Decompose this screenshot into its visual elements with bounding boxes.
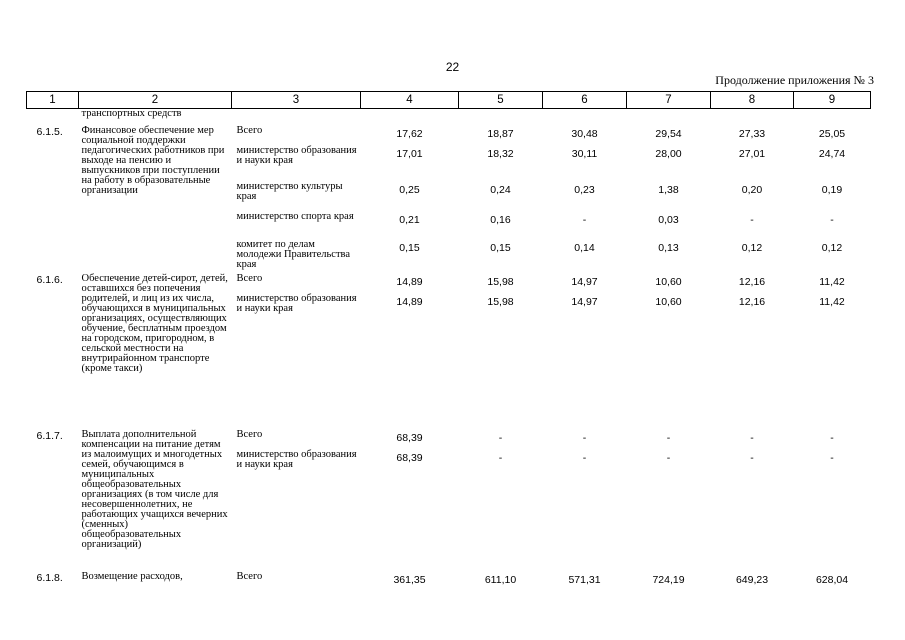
value-cell-col-4: 0,25	[399, 184, 420, 196]
value-cell-col-6: -	[582, 452, 587, 464]
value-cell-col-5: 611,10	[484, 574, 517, 586]
value-cell-col-4: 68,39	[396, 452, 423, 464]
empty-cell	[361, 109, 459, 124]
funding-source: министерство спорта края	[236, 211, 354, 222]
empty-cell	[459, 109, 543, 124]
value-cell-col-7: 28,00	[655, 148, 682, 160]
value-cell-col-5: 15,98	[487, 296, 514, 308]
value-cell-col-7: 0,13	[658, 242, 679, 254]
appendix-continuation-note: Продолжение приложения № 3	[715, 73, 874, 87]
value-cell-col-6: 0,14	[574, 242, 595, 254]
value-cell-col-6: 14,97	[571, 276, 598, 288]
funding-source: Всего	[236, 273, 263, 284]
header-col-1: 1	[27, 92, 79, 109]
value-cell-col-8: -	[750, 432, 754, 444]
value-cell-col-4: 361,35	[393, 574, 426, 586]
funding-source: Всего	[236, 125, 263, 136]
item-code: 6.1.8.	[36, 572, 63, 584]
header-col-5: 5	[459, 92, 543, 109]
value-cell-col-5: 18,32	[487, 148, 514, 160]
empty-cell	[232, 109, 361, 124]
value-cell-col-5: 0,15	[490, 242, 511, 254]
empty-cell	[627, 109, 711, 124]
value-cell-col-9: -	[830, 432, 834, 444]
value-cell-col-4: 68,39	[396, 432, 423, 444]
item-name: Обеспечение детей-сирот, детей, оставшихся без попечения родителей, и лиц из их числа, обучающихся в муниципальных организациях, осуществляющих обучение, бесплатным проездом на городском, пригородном, в сельской местности на внутрирайонном транспорте (кроме такси)	[81, 273, 228, 374]
item-name: Выплата дополнительной компенсации на питание детям из малоимущих и многодетных семей, обучающимся в муниципальных общеобразовательных организациях (в том числе для несовершеннолетних, не работающих учащихся вечерних (сменных) общеобразовательных организаций)	[81, 429, 228, 550]
value-cell-col-8: 27,01	[738, 148, 766, 160]
value-cell-col-5: 18,87	[487, 128, 514, 140]
page-number: 22	[445, 60, 460, 74]
value-cell-col-6: 571,31	[568, 574, 601, 586]
value-cell-col-4: 17,01	[396, 148, 423, 160]
value-cell-col-9: -	[830, 452, 834, 464]
header-col-4: 4	[361, 92, 459, 109]
value-cell-col-9: 11,42	[819, 296, 845, 308]
value-cell-col-5: -	[498, 452, 503, 464]
header-col-8: 8	[711, 92, 794, 109]
value-cell-col-4: 14,89	[396, 276, 423, 288]
value-cell-col-9: 25,05	[818, 128, 846, 140]
value-cell-col-9: 11,42	[819, 276, 845, 288]
item-code: 6.1.7.	[36, 430, 63, 442]
funding-source: министерство образования и науки края	[236, 449, 357, 470]
value-cell-col-7: 1,38	[658, 184, 679, 196]
value-cell-col-6: 14,97	[571, 296, 598, 308]
value-cell-col-7: 10,60	[655, 276, 682, 288]
value-cell-col-7: 10,60	[655, 296, 682, 308]
value-cell-col-7: 724,19	[652, 574, 685, 586]
funding-source: министерство культуры края	[236, 181, 343, 202]
value-cell-col-9: -	[830, 214, 834, 226]
value-cell-col-6: 30,11	[571, 148, 598, 160]
table-row	[27, 271, 871, 291]
empty-cell	[27, 109, 79, 124]
value-cell-col-8: 12,16	[738, 276, 766, 288]
funding-source: комитет по делам молодежи Правительства края	[236, 239, 351, 270]
empty-cell	[794, 109, 871, 124]
value-cell-col-9: 628,04	[815, 574, 849, 586]
table-row	[27, 569, 871, 589]
value-cell-col-5: 0,24	[490, 184, 511, 196]
appendix-table	[26, 91, 871, 589]
continued-row-name: транспортных средств	[81, 108, 182, 119]
continued-row	[27, 109, 871, 124]
header-col-2: 2	[79, 92, 232, 109]
item-code: 6.1.6.	[36, 274, 63, 286]
header-col-6: 6	[543, 92, 627, 109]
header-row	[27, 92, 871, 109]
funding-source: Всего	[236, 571, 263, 582]
value-cell-col-4: 17,62	[396, 128, 423, 140]
item-name: Возмещение расходов,	[81, 571, 183, 582]
item-code: 6.1.5.	[36, 126, 63, 138]
empty-cell	[711, 109, 794, 124]
funding-source: Всего	[236, 429, 263, 440]
value-cell-col-4: 14,89	[396, 296, 423, 308]
value-cell-col-8: -	[750, 214, 754, 226]
value-cell-col-7: 0,03	[658, 214, 679, 226]
value-cell-col-6: 0,23	[574, 184, 595, 196]
header-col-3: 3	[232, 92, 361, 109]
value-cell-col-5: 15,98	[487, 276, 514, 288]
value-cell-col-8: 27,33	[738, 128, 766, 140]
table-row	[27, 123, 871, 143]
value-cell-col-8: 0,20	[741, 184, 763, 196]
value-cell-col-7: 29,54	[655, 128, 682, 140]
item-name: Финансовое обеспечение мер социальной поддержки педагогических работников при выходе на пенсию и выпускников при поступлении на работу в образовательные организации	[81, 125, 225, 196]
value-cell-col-9: 24,74	[818, 148, 846, 160]
value-cell-col-6: -	[582, 432, 587, 444]
value-cell-col-8: 649,23	[735, 574, 769, 586]
value-cell-col-4: 0,15	[399, 242, 420, 254]
header-col-7: 7	[627, 92, 711, 109]
value-cell-col-6: 30,48	[571, 128, 598, 140]
value-cell-col-4: 0,21	[399, 214, 420, 226]
value-cell-col-7: -	[666, 432, 671, 444]
value-cell-col-8: 0,12	[741, 242, 763, 254]
empty-cell	[543, 109, 627, 124]
value-cell-col-8: -	[750, 452, 754, 464]
value-cell-col-5: -	[498, 432, 503, 444]
value-cell-col-6: -	[582, 214, 587, 226]
table-row	[27, 427, 871, 447]
funding-source: министерство образования и науки края	[236, 145, 357, 166]
value-cell-col-9: 0,12	[821, 242, 843, 254]
value-cell-col-9: 0,19	[821, 184, 843, 196]
value-cell-col-8: 12,16	[738, 296, 766, 308]
funding-source: министерство образования и науки края	[236, 293, 357, 314]
value-cell-col-7: -	[666, 452, 671, 464]
value-cell-col-5: 0,16	[490, 214, 511, 226]
header-col-9: 9	[794, 92, 871, 109]
